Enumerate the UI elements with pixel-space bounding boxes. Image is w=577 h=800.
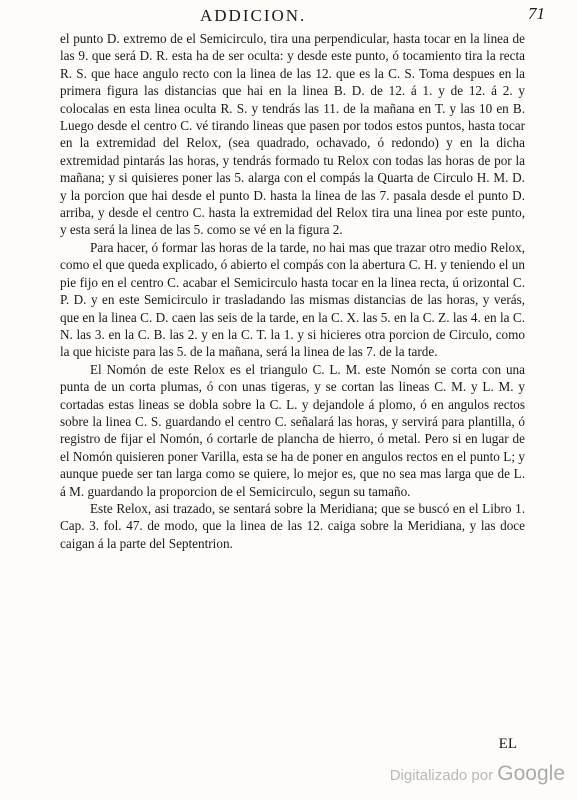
page-header [80, 2, 549, 30]
page-number: 71 [528, 4, 545, 23]
paragraph: Para hacer, ó formar las horas de la tarde, no hai mas que trazar otro medio Relox, como el que queda explicado, ó abierto el compás con la abertura C. H. y teniendo el un pie fijo en el centro C. acabar el Semicirculo hasta tocar en la linea recta, ú orizontal C. P. D. y en este Semicirculo ir trasladando las mismas distancias de las horas, y verás, que en la linea C. D. caen las seis de la tarde, en la C. X. las 5. en la C. Z. las 4. en la C. N. las 3. en la C. B. las 2. y en la C. T. la 1. y si hicieres otra porcion de Circulo, como la que hiciste para las 5. de la mañana, será la linea de las 7. de la tarde. [60, 239, 525, 360]
paragraph: El Nomón de este Relox es el triangulo C. L. M. este Nomón se corta con una punta de un corta plumas, ó con unas tigeras, y se cortan las lineas C. M. y L. M. y cortadas estas lineas se dobla sobre la C. L. y dejandole á plomo, ó en angulos rectos sobre la linea C. S. guardando el centro C. señalará las horas, y servirá para plantilla, ó registro de fijar el Nomón, ó cortarle de plancha de hierro, ó metal. Pero si en lugar de el Nomón quisieren poner Varilla, esta se ha de poner en angulos rectos en el punto L; y aunque puede ser tan larga como se quiere, lo mejor es, que no sea mas larga que de L. á M. guardando la proporcion de el Semicirculo, segun su tamaño. [60, 361, 525, 499]
paragraph: el punto D. extremo de el Semicirculo, tira una perpendicular, hasta tocar en la linea de las 9. que será D. R. esta ha de ser oculta: y desde este punto, ó tocamiento tira la recta R. S. que hace angulo recto con la linea de las 12. que es la C. S. Toma despues en la primera figura las distancias que hai en la linea B. D. de 12. á 1. y de 12. á 2. y colocalas en esta linea oculta R. S. y tendrás las 11. de la mañana en T. y las 10 en B. Luego desde el centro C. vé tirando lineas que pasen por todos estos puntos, hasta tocar en la extremidad del Relox, (sea quadrado, ochavado, ó redondo) y en la dicha extremidad pintarás las horas, y tendrás formado tu Relox con todas las horas de por la mañana; y si quisieres poner las 5. alarga con el compás la Quarta de Circulo H. M. D. y la porcion que hai desde el punto D. hasta la linea de las 7. pasala desde el punto D. arriba, y desde el centro C. hasta la extremidad del Relox tira una linea por este punto, y esta será la linea de las 5. como se vé en la figura 2. [60, 31, 525, 238]
running-title: ADDICION. [200, 6, 307, 25]
digitization-watermark [390, 762, 565, 786]
body-text [60, 30, 525, 552]
paragraph: Este Relox, asi trazado, se sentará sobre la Meridiana; que se buscó en el Libro 1. Cap. 3. fol. 47. de modo, que la linea de las 12. caiga sobre la Meridiana, y las doce caigan á la parte del Septentrion. [60, 500, 525, 551]
google-logo: Google [497, 762, 565, 785]
watermark-prefix: Digitalizado por [389, 767, 494, 784]
catchword: EL [498, 736, 517, 752]
